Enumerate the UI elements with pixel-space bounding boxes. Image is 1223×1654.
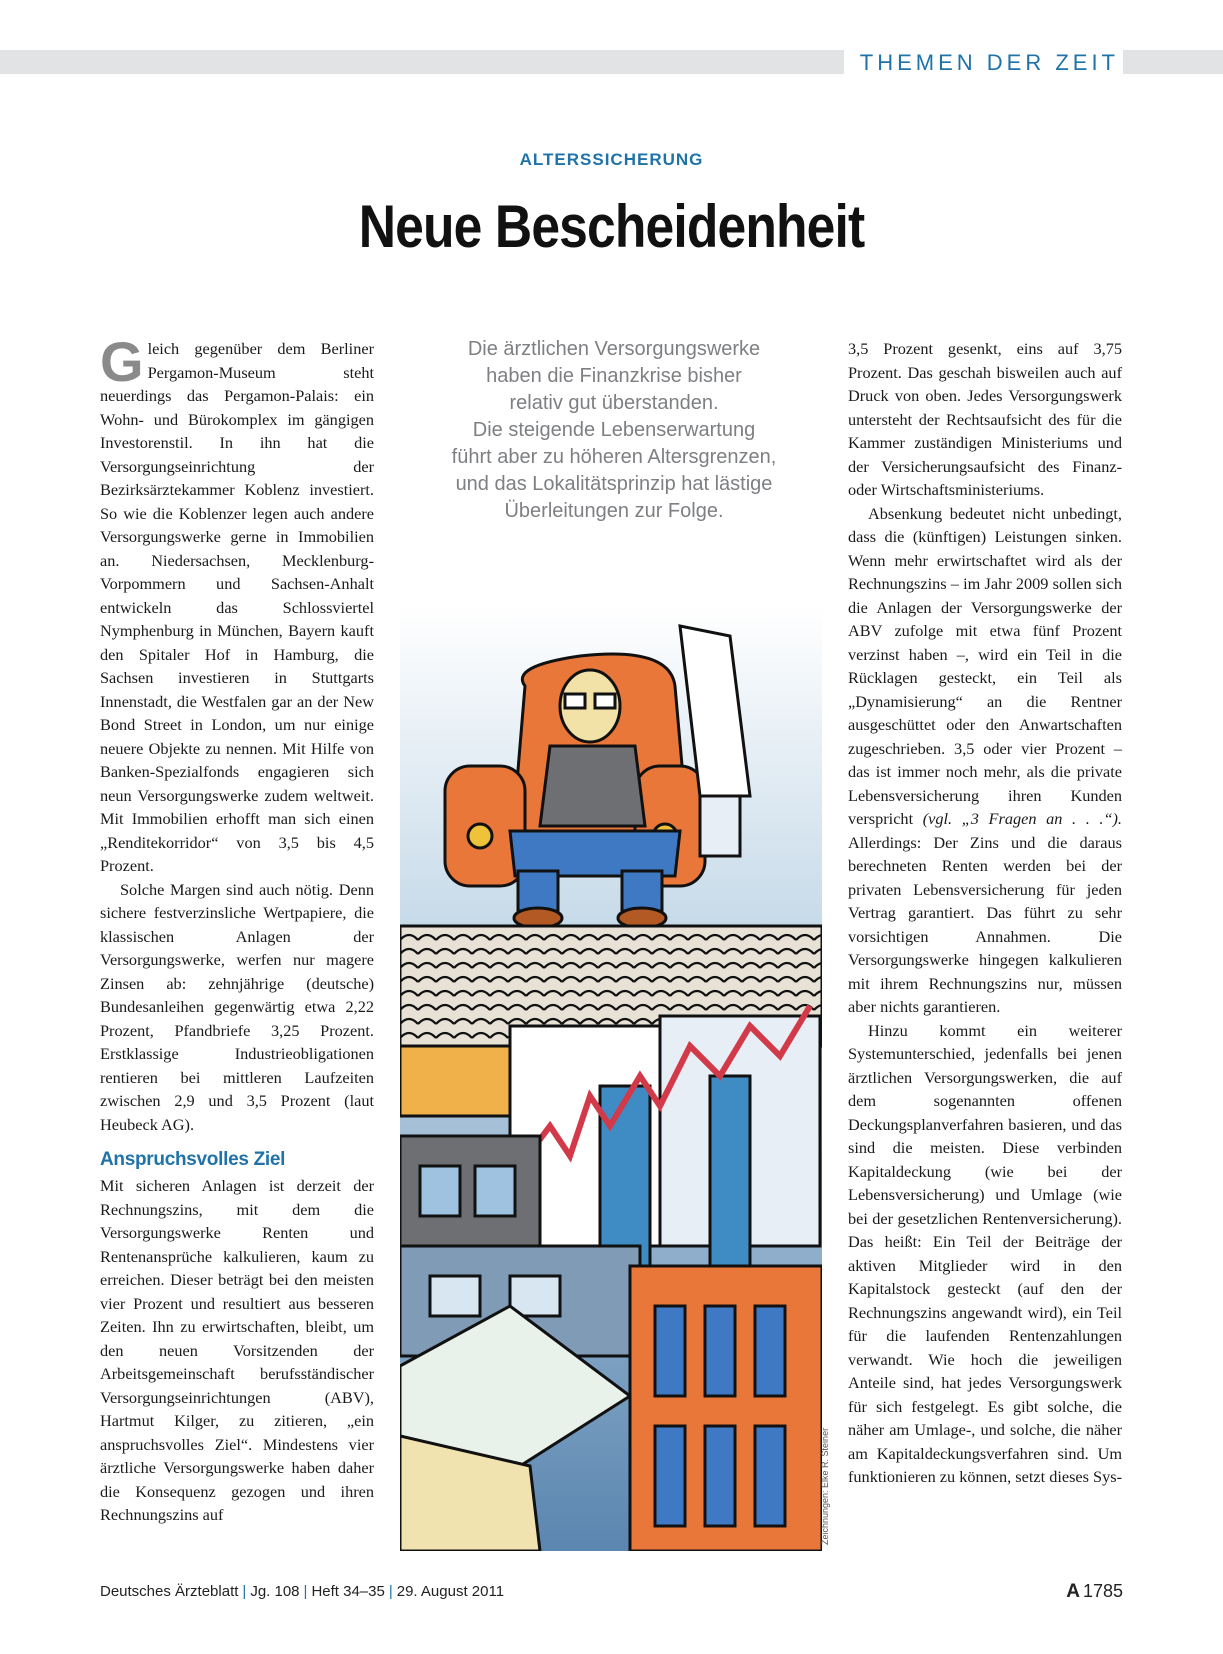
issue-date: 29. August 2011 [396,1583,505,1600]
journal-volume: Jg. 108 [250,1583,300,1600]
paragraph-text: Allerdings: Der Zins und die daraus berechneten Renten werden bei der privaten Lebensversicherung für jeden Vertrag garantiert. Das führt zu sehr vorsichtigen Annahmen. Die Versorgungswerke hingegen kalkulieren mit ihrem Rechnungszins nur, müssen aber nichts garantieren. [848,832,1122,1016]
text-column-left [100,330,374,1527]
page-prefix: A [1066,1581,1080,1602]
teaser-line: Die ärztlichen Versorgungswerke [467,338,761,360]
footer-separator: | [242,1583,247,1600]
teaser-line: haben die Finanzkrise bisher [486,365,742,387]
page-footer [100,1583,1123,1600]
teaser-line: führt aber zu höheren Altersgrenzen, [451,446,777,468]
page-number-value: 1785 [1082,1581,1123,1601]
article-illustration [400,606,822,1551]
journal-name: Deutsches Ärzteblatt [100,1583,239,1600]
footer-separator: | [303,1583,308,1600]
cross-reference: (vgl. „3 Fragen an . . .“). [922,809,1122,828]
paragraph: Mit sicheren Anlagen ist derzeit der Rechnungszins, mit dem die Versorgungswerke Renten und Rentenansprüche kalkulieren, kaum zu erreichen. Dieser beträgt bei den meisten vier Prozent und resultiert aus besseren Zeiten. Ihn zu erwirtschaften, bleibt, um den neuen Vorsitzenden der Arbeitsgemeinschaft berufsständischer Versorgungseinrichtungen (ABV), Hartmut Kilger, zu zitieren, „ein anspruchsvolles Ziel“. Mindestens vier ärztliche Versorgungswerke haben daher die Konsequenz gezogen und ihren Rechnungszins auf [100,1176,374,1524]
teaser-line: Überleitungen zur Folge. [504,500,724,522]
footer-separator: | [388,1583,393,1600]
section-subheading: Anspruchsvolles Ziel [100,1149,286,1170]
page-number [1066,1581,1123,1603]
teaser-line: Die steigende Lebenserwartung [472,419,756,441]
article-kicker: ALTERSSICHERUNG [519,150,704,169]
journal-issue: Heft 34–35 [311,1583,385,1600]
drop-cap: G [100,330,144,393]
article-title: Neue Bescheidenheit [358,193,865,260]
paragraph-text: Absenkung bedeutet nicht unbedingt, dass die (künftigen) Leistungen sinken. Wenn mehr erwirtschaftet wird als der Rechnungszins – im Jahr 2009 sollen sich die Anlagen der Versorgungswerke der ABV zufolge mit etwa fünf Prozent verzinst haben –, wird ein Teil in die Rücklagen gesteckt, ein Teil als „Dynamisierung“ an die Rentner ausgeschüttet oder den Anwartschaften zugeschrieben. 3,5 oder vier Prozent – das ist immer noch mehr, als die private Lebensversicherung ihren Kunden verspricht [848,503,1122,828]
teaser-line: und das Lokalitätsprinzip hat lästige [455,473,773,495]
paragraph-text: leich gegenüber dem Berliner Pergamon-Museum steht neuerdings das Pergamon-Palais: ein Wohn- und Bürokomplex im gängigen Investorenstil. In ihn hat die Versorgungseinrichtung der Bezirksärztekammer Koblenz investiert. So wie die Koblenzer legen auch andere Versorgungswerke gerne in Immobilien an. Niedersachsen, Mecklenburg-Vorpommern und Sachsen-Anhalt entwickeln das Schlossviertel Nymphenburg in München, Bayern kauft den Spitaler Hof in Hamburg, die Sachsen investieren in Stuttgarts Innenstadt, die Westfalen gar an der New Bond Street in London, um nur einige neuere Objekte zu nennen. Mit Hilfe von Banken-Spezialfonds engagieren sich neun Versorgungswerke zudem weltweit. Mit Immobilien erhofft man sich einen „Renditekorridor“ von 3,5 bis 4,5 Prozent. [100,339,374,875]
paragraph: 3,5 Prozent gesenkt, eins auf 3,75 Prozent. Das geschah bisweilen auch auf Druck von oben. Jedes Versorgungswerk untersteht der Rechtsaufsicht des für die Kammer zuständigen Ministeriums und der Versicherungsaufsicht des Finanz- oder Wirtschaftsministeriums. [848,339,1122,499]
illustration-credit: Zeichnungen: Elke R. Steiner [820,1427,830,1545]
teaser-line: relativ gut überstanden. [509,392,719,414]
paragraph [100,330,374,878]
paragraph [848,502,1122,1019]
section-label: THEMEN DER ZEIT [844,50,1123,74]
article-teaser [404,336,824,525]
paragraph: Hinzu kommt ein weiterer Systemunterschied, jedenfalls bei jenen ärztlichen Versorgungswerken, die auf dem sogenannten offenen Deckungsplanverfahren basieren, und das sind die meisten. Diese verbinden Kapitaldeckung (wie bei der Lebensversicherung) und Umlage (wie bei der gesetzlichen Rentenversicherung). Das heißt: Ein Teil der Beiträge der aktiven Mitglieder wird in den Kapitalstock gesteckt (auf den der Rechnungszins angewandt wird), ein Teil für die laufenden Rentenzahlungen verwandt. Wie hoch die jeweiligen Anteile sind, hat jedes Versorgungswerk für sich festgelegt. Es gibt solche, die näher am Umlage-, und solche, die näher am Kapitaldeckungsverfahren sind. Um funktionieren zu können, setzt dieses Sys- [848,1020,1123,1486]
text-column-right [848,337,1122,1489]
paragraph: Solche Margen sind auch nötig. Denn sichere festverzinsliche Wertpapiere, die klassischen Anlagen der Versorgungswerke, werfen nur magere Zinsen ab: zehnjährige (deutsche) Bundesanleihen gegenwärtig etwa 2,22 Prozent, Pfandbriefe 3,25 Prozent. Erstklassige Industrieobligationen rentieren bei mittleren Laufzeiten zwischen 2,9 und 3,5 Prozent (laut Heubeck AG). [100,879,374,1134]
